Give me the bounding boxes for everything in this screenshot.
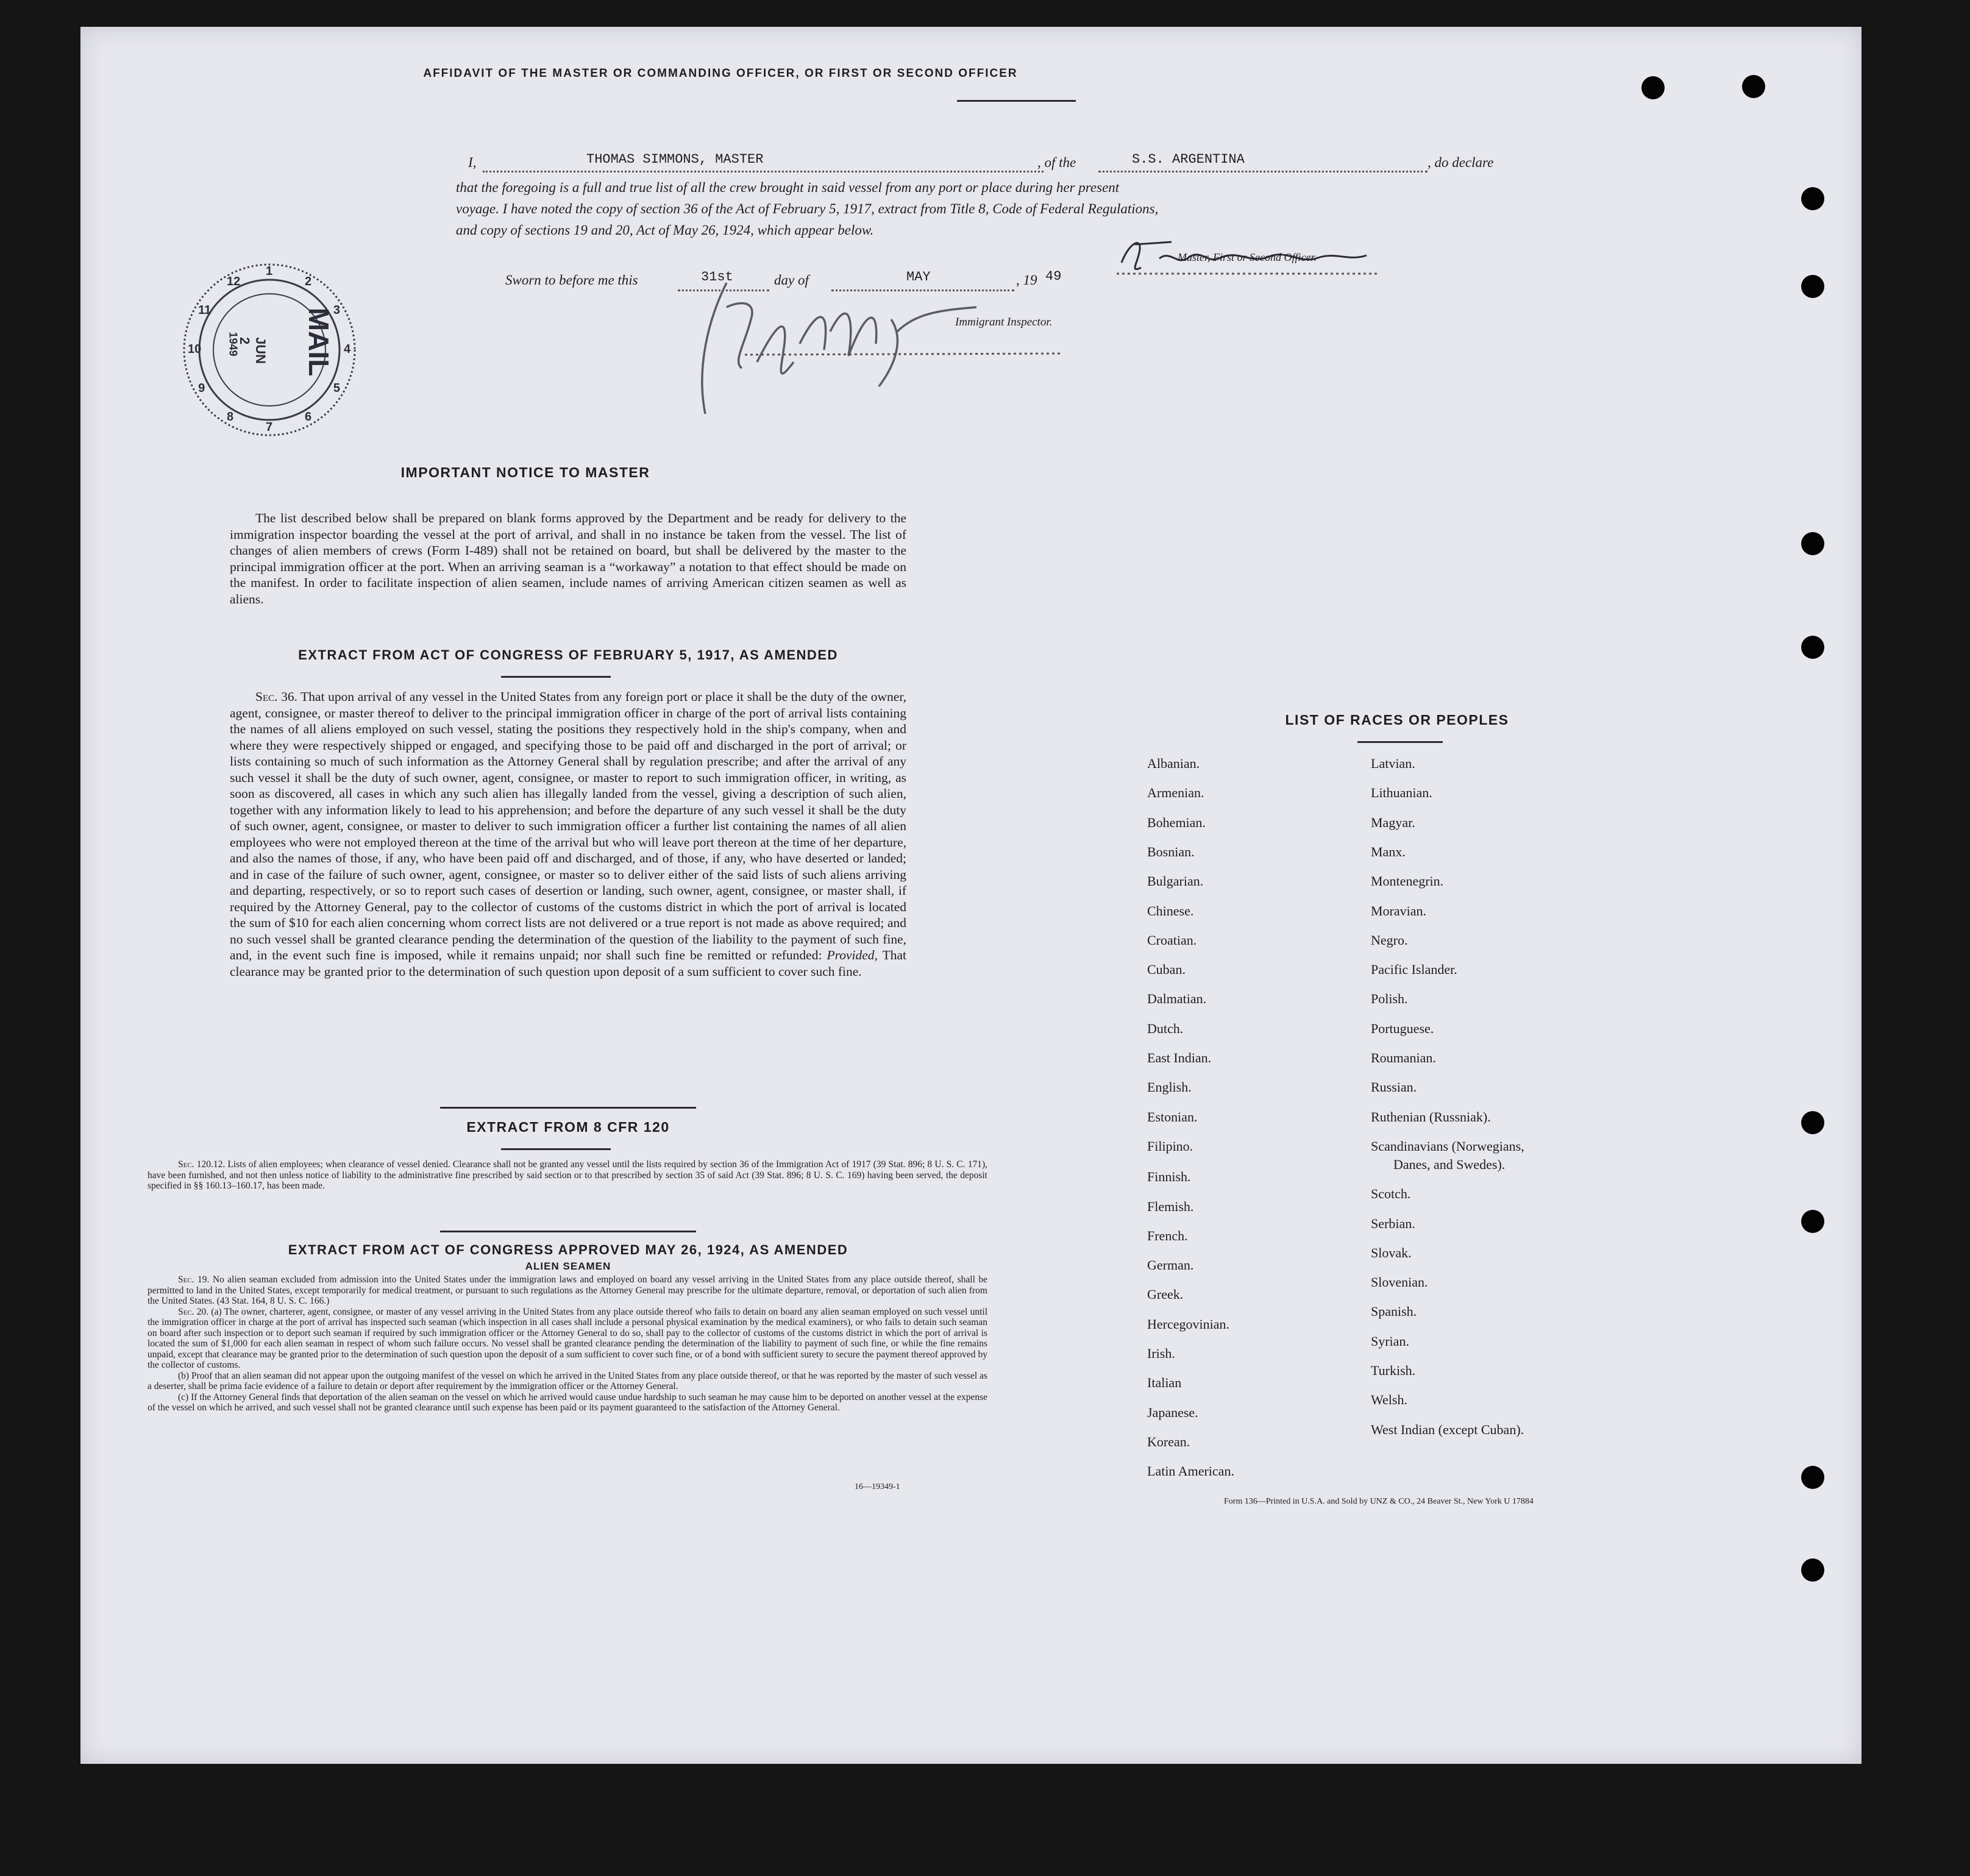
race-item: Italian (1147, 1375, 1182, 1391)
race-item: Estonian. (1147, 1109, 1198, 1125)
race-item: Welsh. (1371, 1392, 1407, 1408)
punch-hole (1801, 532, 1824, 555)
of-the-label: , of the (1037, 155, 1076, 170)
race-item: Syrian. (1371, 1333, 1409, 1349)
affidavit-text-line: that the foregoing is a full and true list of all the crew brought in said vessel from any port or place during her present (456, 180, 1120, 195)
punch-hole (1801, 187, 1824, 210)
sec-20b: (b) Proof that an alien seaman did not appear upon the outgoing manifest of the vessel on which he arrived in the United States from any place outside thereof, or that he was reported by the master of such vessel as a deserter, shall be prima facie evidence of a failure to detain or deport after requirement by the immigration officer or the Attorney General. (148, 1370, 987, 1391)
section-text: No alien seaman excluded from admission into the United States under the immigration laws and employed on board any vessel arriving in the United States from any place outside thereof, shall be permitted to land in the United States, except temporarily for medical treatment, or pursuant to such regulations as the Attorney General may prescribe for the ultimate departure, removal, or deportation of such alien from the United States. (43 Stat. 164, 8 U. S. C. 166.) (148, 1274, 988, 1306)
race-item: Roumanian. (1371, 1050, 1436, 1065)
race-item: Portuguese. (1371, 1020, 1434, 1036)
day-of-label: day of (774, 272, 809, 288)
punch-hole (1641, 76, 1665, 99)
stamp-year: 1949 (227, 332, 240, 357)
race-item: Albanian. (1147, 756, 1200, 771)
races-title: LIST OF RACES OR PEOPLES (1285, 712, 1509, 728)
stamp-ring-number: 11 (198, 304, 212, 317)
stamp-ring-number: 7 (266, 421, 273, 434)
provided-word: Provided, (827, 948, 878, 962)
notice-title: IMPORTANT NOTICE TO MASTER (400, 464, 650, 480)
race-item: Cuban. (1147, 962, 1186, 978)
manifest-page (80, 27, 1862, 1764)
section-label: Sec. 19. (178, 1274, 210, 1285)
sec-19 (148, 1274, 987, 1307)
race-item: Negro. (1371, 932, 1408, 948)
stamp-ring-number: 12 (227, 275, 241, 289)
affidavit-text-line: and copy of sections 19 and 20, Act of May 26, 1924, which appear below. (456, 222, 874, 238)
race-item: East Indian. (1147, 1050, 1212, 1065)
stamp-ring-number: 5 (333, 382, 340, 395)
punch-hole (1801, 636, 1824, 659)
stamp-ring-number: 6 (305, 410, 312, 424)
section-label: Sec. 120.12. (178, 1159, 226, 1170)
sworn-month: MAY (906, 269, 931, 285)
race-item: Turkish. (1371, 1363, 1416, 1378)
race-item: Croatian. (1147, 932, 1197, 948)
race-item: Latin American. (1147, 1463, 1234, 1479)
notice-body: The list described below shall be prepared on blank forms approved by the Department and be ready for delivery to the immigration inspector boarding the vessel at the port of arrival, and shall in no instance be taken from the vessel. The list of changes of alien members of crews (Form I-489) shall not be retained on board, but shall be delivered by the master to the principal immigration officer at the port. When an arriving seaman is a “workaway” a notation to that effect should be made on the manifest. In order to facilitate inspection of alien seamen, include names of arriving American citizen seamen as well as aliens. (230, 511, 906, 606)
declarant-name: THOMAS SIMMONS, MASTER (586, 152, 764, 167)
sec-20c: (c) If the Attorney General finds that deportation of the alien seaman on the vessel on which he arrived would cause undue hardship to such seaman he may cause him to be deported on another vessel at the expense of the vessel on which he arrived, and such vessel shall not be granted clearance until such expense has been paid or its payment guaranteed to the satisfaction of the Attorney General. (148, 1391, 987, 1413)
race-item: Dutch. (1147, 1020, 1184, 1036)
punch-hole (1801, 1466, 1824, 1489)
inspector-signature (635, 271, 1159, 435)
divider (501, 676, 611, 678)
stamp-ring-number: 1 (266, 265, 273, 278)
race-item: Filipino. (1147, 1138, 1193, 1154)
cfr-title: EXTRACT FROM 8 CFR 120 (466, 1119, 670, 1135)
race-item: Ruthenian (Russniak). (1371, 1109, 1491, 1125)
stamp-ring-number: 10 (188, 343, 202, 356)
divider (440, 1107, 696, 1109)
affidavit-title: AFFIDAVIT OF THE MASTER OR COMMANDING OFFICER, OR FIRST OR SECOND OFFICER (423, 67, 1018, 80)
race-item: Japanese. (1147, 1404, 1198, 1420)
race-item: Russian. (1371, 1079, 1417, 1095)
vessel-name: S.S. ARGENTINA (1132, 152, 1245, 167)
race-item: English. (1147, 1079, 1192, 1095)
stamp-ring-number: 3 (333, 304, 340, 317)
print-code: 16—19349-1 (855, 1482, 900, 1491)
race-item: Bulgarian. (1147, 873, 1204, 889)
fill-line (1098, 171, 1428, 172)
race-item: Latvian. (1371, 756, 1415, 771)
extract-1917-title: EXTRACT FROM ACT OF CONGRESS OF FEBRUARY 5, 1917, AS AMENDED (298, 647, 838, 663)
sworn-day: 31st (701, 269, 733, 285)
punch-hole (1801, 275, 1824, 298)
race-item: Pacific Islander. (1371, 962, 1457, 978)
section-label: Sec. 20. (178, 1306, 209, 1317)
divider (1357, 741, 1443, 743)
race-item: Bohemian. (1147, 814, 1206, 830)
race-item: Flemish. (1147, 1198, 1194, 1214)
race-item: Chinese. (1147, 903, 1194, 918)
race-item: Finnish. (1147, 1169, 1191, 1185)
punch-hole (1801, 1558, 1824, 1582)
sec-20a (148, 1307, 987, 1371)
pronoun-i: I, (468, 155, 477, 170)
stamp-date: JUN 2 (237, 336, 269, 364)
race-item: Montenegrin. (1371, 873, 1444, 889)
race-item: Scandinavians (Norwegians, (1371, 1138, 1524, 1154)
race-item: Danes, and Swedes). (1393, 1156, 1506, 1172)
section-text: That upon arrival of any vessel in the United States from any foreign port or place it shall be the duty of the owner, agent, consignee, or master thereof to deliver to the principal immigration officer in charge of the port of arrival lists containing the names of all aliens employed on such vessel, stating the positions they respectively hold in the ship's company, when and where they were respectively shipped or engaged, and specifying those to be paid off and discharged in the port of arrival; or lists containing so much of such information as the Attorney General shall by regulation prescribe; and after the arrival of any such vessel it shall be the duty of such owner, agent, consignee, or master to report to such immigration officer, in writing, as soon as discovered, all cases in which any such alien has illegally landed from the vessel, giving a description of such alien, together with any information likely to lead to his apprehension; and before the departure of any such vessel it shall be the duty of such owner, agent, consignee, or master to deliver to such immigration officer a further list containing the names of all alien employees who were not employed thereon at the time of the arrival but who will leave port thereon at the time of her departure, and also the names of those, if any, who have been paid off and discharged, and of those, if any, who have deserted or landed; and in case of the failure of such owner, agent, consignee, or master so to deliver either of the said lists of such aliens arriving and departing, respectively, or so to report such cases of desertion or landing, such owner, agent, consignee, or master shall, if required by the Attorney General, pay to the collector of customs of the customs district in which the port of arrival is located the sum of $10 for each alien concerning whom correct lists are not delivered or a true report is not made as above required; and no such vessel shall be granted clearance pending the determination of the question of the liability to the payment of such fine, and, in the event such fine is imposed, while it remains unpaid; nor shall such fine be remitted or refunded: (230, 689, 906, 962)
cfr-body (148, 1159, 987, 1192)
signature-caption: Master, First or Second Officer. (1178, 251, 1317, 263)
race-item: Magyar. (1371, 814, 1415, 830)
race-item: Irish. (1147, 1346, 1175, 1361)
do-declare-label: , do declare (1428, 155, 1494, 170)
affidavit-text-line: voyage. I have noted the copy of section 36 of the Act of February 5, 1917, extract from Title 8, Code of Federal Regulations, (456, 201, 1159, 216)
inspector-caption: Immigrant Inspector. (955, 316, 1053, 329)
race-item: Polish. (1371, 991, 1408, 1007)
divider (501, 1148, 611, 1150)
race-item: Moravian. (1371, 903, 1427, 918)
race-item: Korean. (1147, 1434, 1190, 1449)
section-label: Sec. 36. (255, 689, 297, 704)
extract-1917-body (230, 689, 906, 979)
race-item: West Indian (except Cuban). (1371, 1421, 1524, 1437)
race-item: Lithuanian. (1371, 785, 1432, 801)
race-item: Armenian. (1147, 785, 1204, 801)
sworn-label: Sworn to before me this (505, 272, 638, 288)
fill-line (483, 171, 1044, 172)
race-item: Scotch. (1371, 1186, 1411, 1202)
stamp-ring-number: 2 (305, 275, 312, 289)
stamp-ring-number: 8 (227, 410, 234, 424)
race-item: Slovenian. (1371, 1274, 1428, 1290)
alien-seamen-subtitle: ALIEN SEAMEN (525, 1260, 611, 1272)
stamp-ring-number: 9 (198, 382, 205, 395)
race-item: Dalmatian. (1147, 991, 1207, 1007)
section-text: Lists of alien employees; when clearance of vessel denied. Clearance shall not be granted any vessel until the lists required by section 36 of the Immigration Act of 1917 (39 Stat. 896; 8 U. S. C. 171), have been furnished, and not then unless notice of liability to the administrative fine prescribed by said section or to that prescribed by section 35 of said Act (39 Stat. 896; 8 U. S. C. 169) having been served, the deposit specified in §§ 160.13–160.17, has been made. (148, 1159, 987, 1191)
race-item: Serbian. (1371, 1215, 1415, 1231)
race-item: Bosnian. (1147, 844, 1195, 859)
divider (440, 1231, 696, 1232)
divider (957, 100, 1076, 102)
race-item: Greek. (1147, 1287, 1184, 1302)
race-item: Spanish. (1371, 1304, 1417, 1320)
extract-1924-title: EXTRACT FROM ACT OF CONGRESS APPROVED MAY 26, 1924, AS AMENDED (288, 1242, 848, 1257)
year-prefix: , 19 (1016, 272, 1037, 288)
section-text-end: That clearance may be granted prior to the determination of such question upon deposit of a sum sufficient to cover such fine. (230, 948, 906, 979)
form-note: Form 136—Printed in U.S.A. and Sold by UNZ & CO., 24 Beaver St., New York U 17884 (1224, 1497, 1534, 1506)
section-text: (a) The owner, charterer, agent, consignee, or master of any vessel arriving in the United States from any place outside thereof who fails to detain on board any alien seaman employed on such vessel until the immigration officer in charge at the port of arrival has inspected such seaman (which inspection in all cases shall include a personal physical examination by the medical examiners), or who fails to detain such seaman on board after such inspection or to deport such seaman if required by such immigration officer or the Attorney General to do so, shall pay to the collector of customs of the customs district in which the port of arrival is located the sum of $1,000 for each alien seaman in respect of whom such failure occurs. No vessel shall be granted clearance pending the determination of the liability to payment of such fine, or while the fine remains unpaid, except that clearance may be granted prior to the determination of such question upon the deposit of a sum sufficient to cover such fine, or of a bond with sufficient surety to secure the payment thereof approved by the collector of customs. (148, 1306, 988, 1370)
race-item: German. (1147, 1257, 1194, 1273)
punch-hole (1742, 75, 1765, 98)
stamp-word: MAIL (303, 307, 335, 377)
stamp-ring-number: 4 (344, 343, 351, 356)
punch-hole (1801, 1210, 1824, 1233)
race-item: Slovak. (1371, 1245, 1412, 1260)
punch-hole (1801, 1111, 1824, 1134)
extract-1924-body (148, 1274, 987, 1413)
race-item: French. (1147, 1228, 1188, 1243)
race-item: Manx. (1371, 844, 1406, 859)
race-item: Hercegovinian. (1147, 1316, 1229, 1332)
sworn-year: 49 (1045, 269, 1062, 284)
